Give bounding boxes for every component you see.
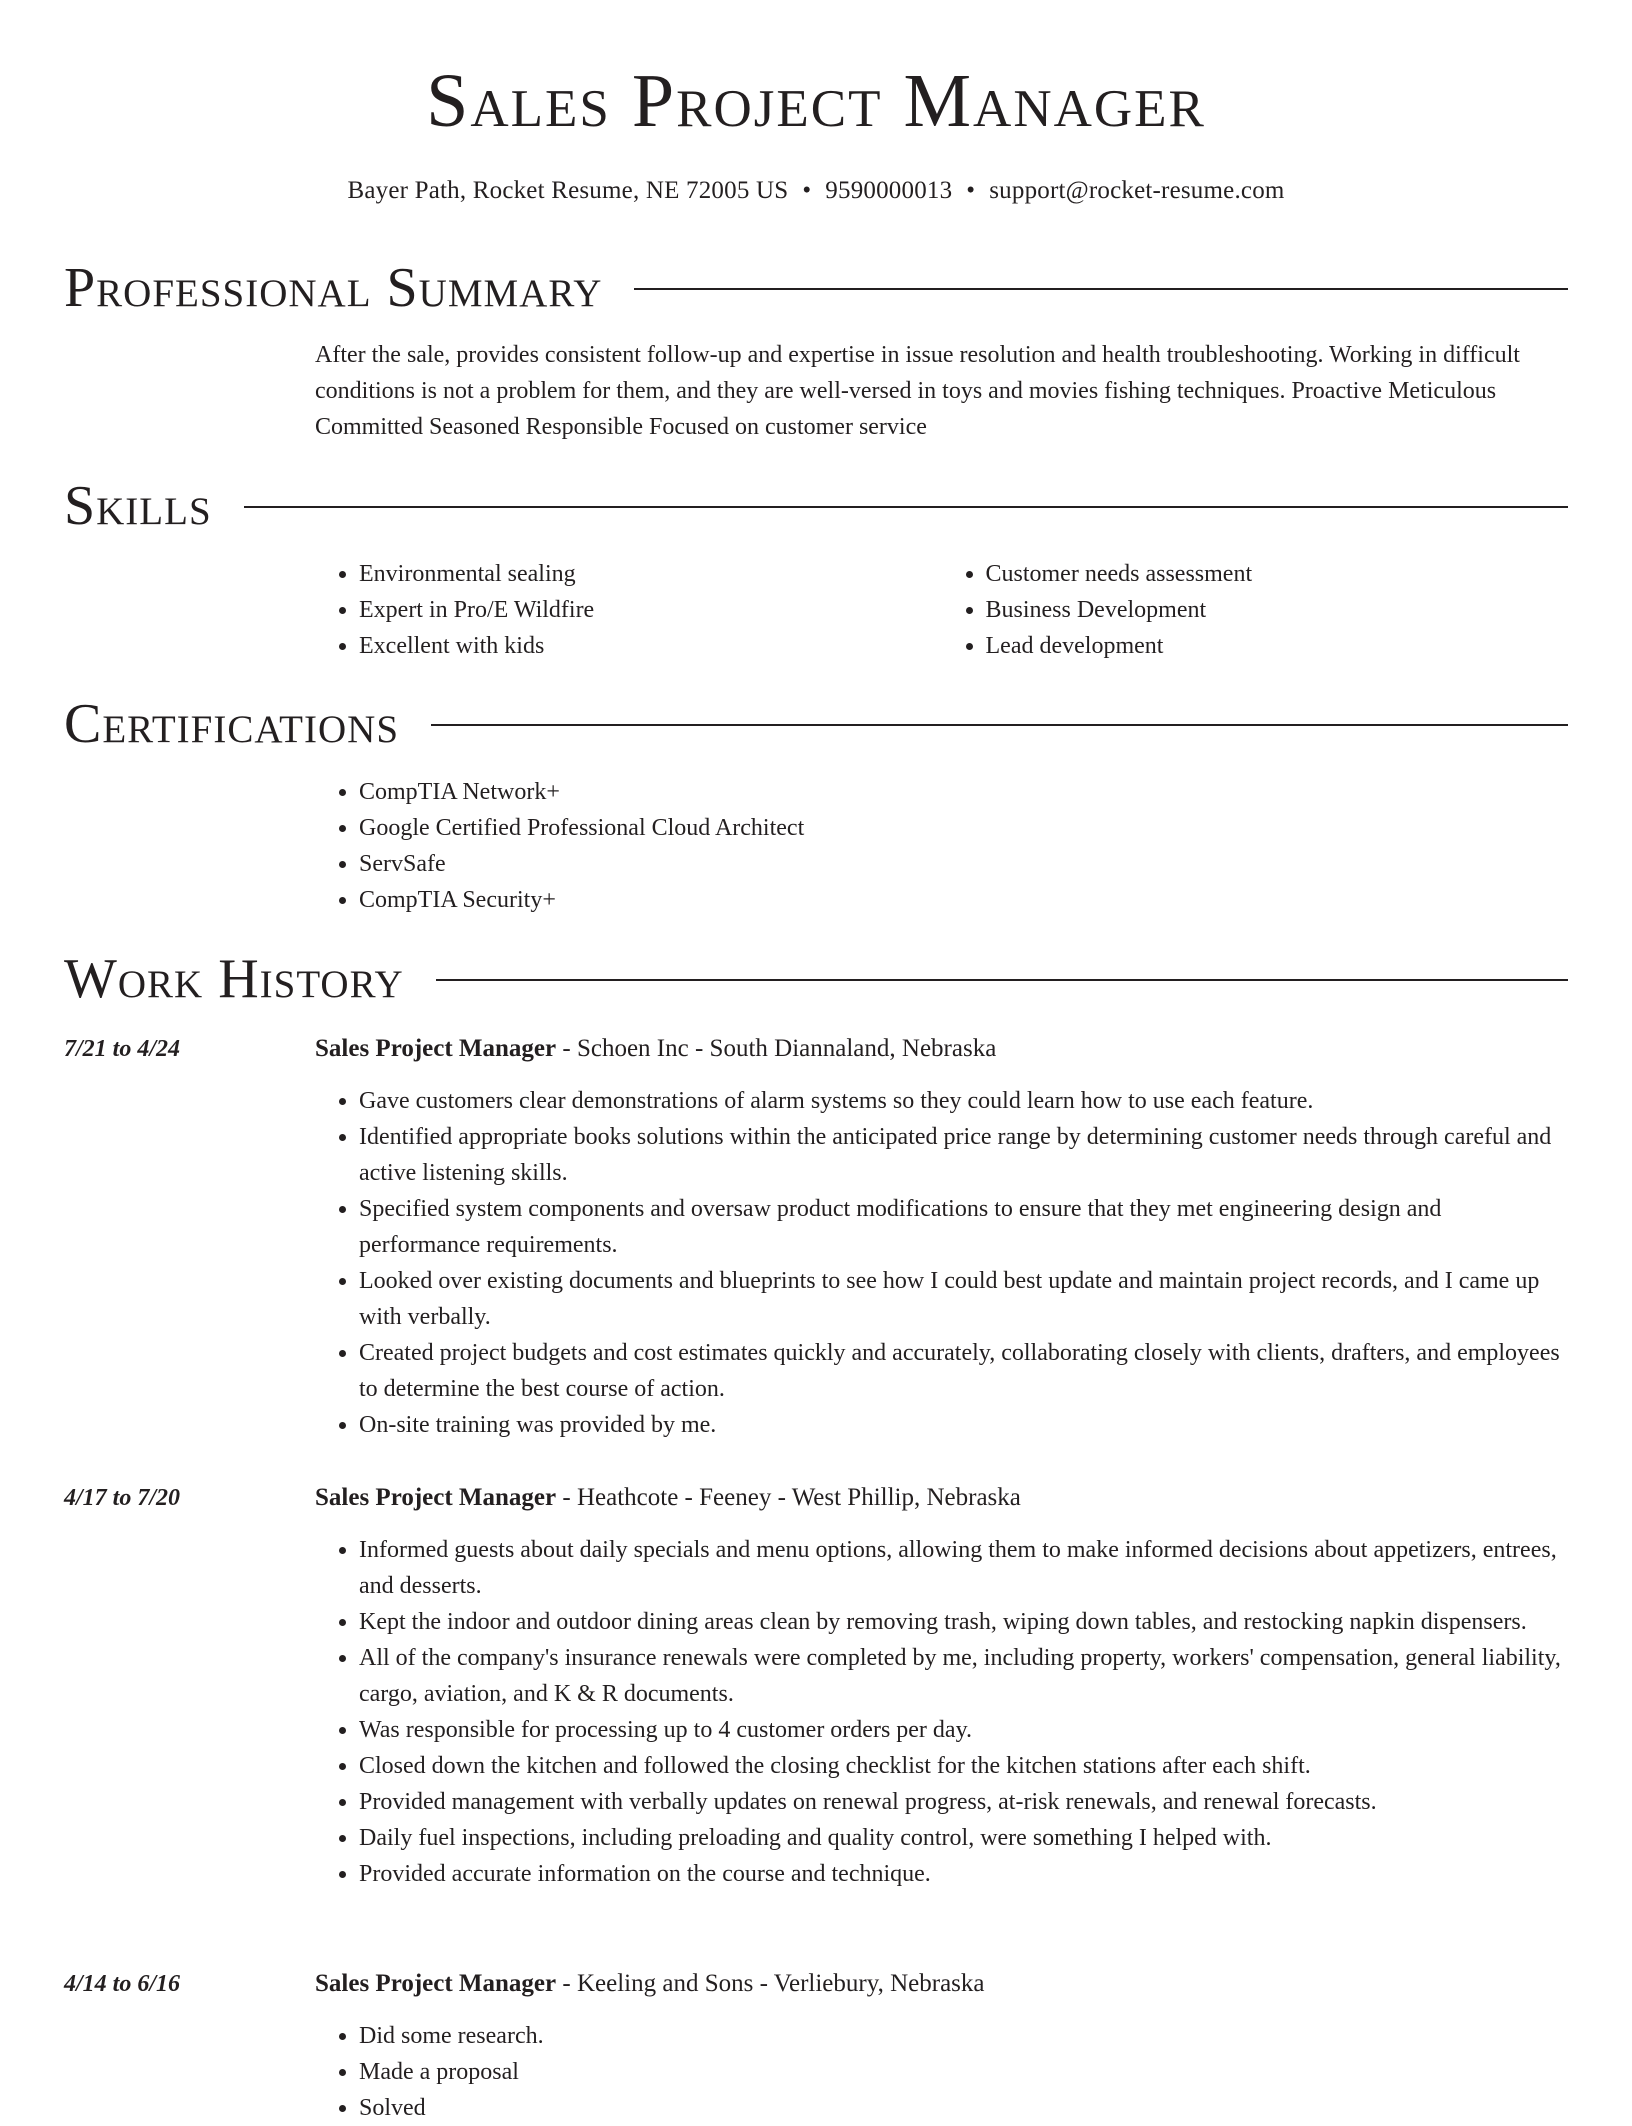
- job-bullets: [315, 2018, 1568, 2126]
- job-bullet: • Kept the indoor and outdoor dining areas clean by removing trash, wiping down tables, and restocking napkin dispensers.: [359, 1604, 1568, 1640]
- skills-list: [315, 556, 1568, 664]
- certification-item: • CompTIA Network+: [359, 774, 1568, 810]
- job-title: Sales Project Manager: [315, 1035, 557, 1062]
- job-bullet: • On-site training was provided by me.: [359, 1407, 1568, 1443]
- certifications-list: [315, 774, 1568, 918]
- skills-section-header: [64, 476, 1568, 536]
- job-title: Sales Project Manager: [315, 1484, 557, 1511]
- job-bullet: • Provided accurate information on the course and technique.: [359, 1856, 1568, 1892]
- work-section-header: [64, 949, 1568, 1009]
- job-details: - Keeling and Sons - Verliebury, Nebraska: [556, 1970, 985, 1997]
- job-bullet: • Informed guests about daily specials and menu options, allowing them to make informed decisions about appetizers, entrees, and desserts.: [359, 1532, 1568, 1604]
- skill-item: • Expert in Pro/E Wildfire: [359, 592, 942, 628]
- job-title: Sales Project Manager: [315, 1970, 557, 1997]
- certifications-section-header: [64, 694, 1568, 754]
- job-bullet: • Specified system components and oversaw product modifications to ensure that they met engineering design and performance requirements.: [359, 1191, 1568, 1263]
- job-bullet: • All of the company's insurance renewals were completed by me, including property, workers' compensation, general liability, cargo, aviation, and K & R documents.: [359, 1640, 1568, 1712]
- skills-column-left: [315, 556, 942, 664]
- resume-name: Sales Project Manager: [426, 59, 1206, 143]
- contact-email: support@rocket-resume.com: [989, 177, 1285, 204]
- skill-item: • Customer needs assessment: [986, 556, 1569, 592]
- certification-item: • ServSafe: [359, 846, 1568, 882]
- job-dates: 4/17 to 7/20: [64, 1485, 181, 1511]
- job-title-line: [315, 1480, 1568, 1516]
- job-details: - Heathcote - Feeney - West Phillip, Nebraska: [556, 1484, 1021, 1511]
- job-dates: 4/14 to 6/16: [64, 1971, 181, 1997]
- skill-item: • Business Development: [986, 592, 1569, 628]
- job-bullets: [315, 1083, 1568, 1443]
- job-bullet: • Daily fuel inspections, including preloading and quality control, were something I helped with.: [359, 1820, 1568, 1856]
- section-divider: [634, 288, 1568, 290]
- job-details: - Schoen Inc - South Diannaland, Nebraska: [556, 1035, 997, 1062]
- contact-separator: •: [802, 177, 812, 204]
- certification-item: • Google Certified Professional Cloud Architect: [359, 810, 1568, 846]
- certification-item: • CompTIA Security+: [359, 882, 1568, 918]
- job-bullet: • Closed down the kitchen and followed the closing checklist for the kitchen stations after each shift.: [359, 1748, 1568, 1784]
- skill-item: • Environmental sealing: [359, 556, 942, 592]
- work-section-title: Work History: [64, 948, 404, 1010]
- section-divider: [244, 506, 1568, 508]
- certifications-section-title: Certifications: [64, 693, 400, 755]
- job-bullet: • Was responsible for processing up to 4 customer orders per day.: [359, 1712, 1568, 1748]
- job-bullet: • Solved: [359, 2090, 1568, 2126]
- skill-item: • Excellent with kids: [359, 628, 942, 664]
- job-title-line: [315, 1966, 1568, 2002]
- job-bullet: • Identified appropriate books solutions within the anticipated price range by determining customer needs through careful and active listening skills.: [359, 1119, 1568, 1191]
- summary-section-header: [64, 258, 1568, 318]
- job-bullet: • Created project budgets and cost estimates quickly and accurately, collaborating closely with clients, drafters, and employees to determine the best course of action.: [359, 1335, 1568, 1407]
- contact-address: Bayer Path, Rocket Resume, NE 72005 US: [347, 177, 789, 204]
- job-bullet: • Gave customers clear demonstrations of alarm systems so they could learn how to use each feature.: [359, 1083, 1568, 1119]
- section-divider: [431, 724, 1568, 726]
- skills-section-title: Skills: [64, 475, 212, 537]
- skill-item: • Lead development: [986, 628, 1569, 664]
- contact-phone: 9590000013: [825, 177, 953, 204]
- job-title-line: [315, 1031, 1568, 1067]
- skills-column-right: [942, 556, 1569, 664]
- job-dates: 7/21 to 4/24: [64, 1036, 181, 1062]
- contact-line: [0, 174, 1632, 208]
- job-bullet: • Provided management with verbally updates on renewal progress, at-risk renewals, and renewal forecasts.: [359, 1784, 1568, 1820]
- summary-section-title: Professional Summary: [64, 257, 603, 319]
- summary-text: After the sale, provides consistent follow-up and expertise in issue resolution and health troubleshooting. Working in difficult conditions is not a problem for them, and they are well-versed in toys and movies fishing techniques. Proactive Meticulous Committed Seasoned Responsible Focused on customer service: [315, 342, 1520, 440]
- contact-separator: •: [966, 177, 976, 204]
- job-bullets: [315, 1532, 1568, 1892]
- job-bullet: • Made a proposal: [359, 2054, 1568, 2090]
- job-bullet: • Looked over existing documents and blueprints to see how I could best update and maintain project records, and I came up with verbally.: [359, 1263, 1568, 1335]
- section-divider: [436, 979, 1568, 981]
- job-bullet: • Did some research.: [359, 2018, 1568, 2054]
